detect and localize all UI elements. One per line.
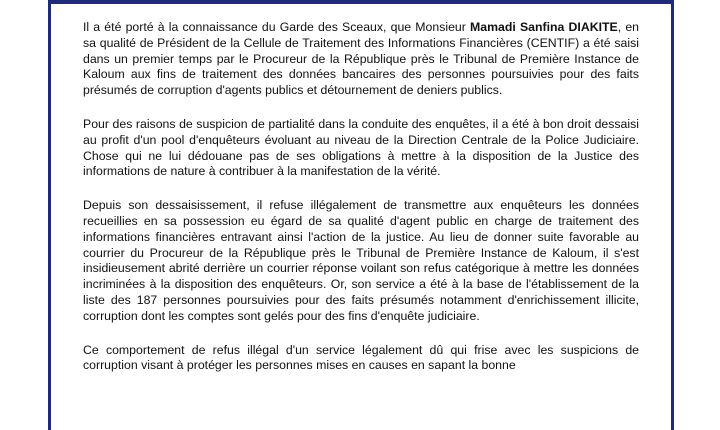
paragraph-2: Pour des raisons de suspicion de partialité dans la conduite des enquêtes, il a été à bon droit dessaisi au profit d'un pool d'enquêteurs évoluant au niveau de la Direction Centrale de la Police Judiciaire. Chose qui ne lui dédouane pas de ses obligations à mettre à la disposition de la Justice des informations de nature à contribuer à la manifestation de la vérité.: [83, 116, 639, 179]
paragraph-1-rest: , en sa qualité de Président de la Cellule de Traitement des Informations Financières (CENTIF) a été saisi dans un premier temps par le Procureur de la République près le Tribunal de Première Instance de Kaloum aux fins de traitement des données bancaires des personnes poursuivies pour des faits présumés de corruption d'agents publics et détournement de deniers publics.: [83, 20, 640, 98]
paragraph-4: Ce comportement de refus illégal d'un service légalement dû qui frise avec les suspicions de corruption visant à protéger les personnes mises en causes en sapant la bonne: [83, 342, 639, 373]
document-frame-top: [50, 0, 673, 4]
paragraph-1-intro: Il a été porté à la connaissance du Garde des Sceaux, que Monsieur: [83, 20, 471, 34]
paragraph-3: Depuis son dessaisissement, il refuse illégalement de transmettre aux enquêteurs les données recueillies en sa possession eu égard de sa qualité d'agent public en charge de traitement des informations financières entravant ainsi l'action de la justice. Au lieu de donner suite favorable au courrier du Procureur de la République près le Tribunal de Première Instance de Kaloum, il s'est insidieusement abrité derrière un courrier réponse voilant son refus catégorique à mettre les données incriminées à la disposition des enquêteurs. Or, son service a été à la base de l'établissement de la liste des 187 personnes poursuivies pour des faits présumés notamment d'enrichissement illicite, corruption dont les comptes sont gelés pour des fins d'enquête judiciaire.: [83, 198, 639, 323]
person-name: Mamadi Sanfina DIAKITE: [470, 20, 618, 34]
paragraph-1: [83, 20, 639, 99]
document-frame-right: [671, 0, 674, 430]
document-body: [83, 20, 639, 392]
document-frame-left: [48, 0, 51, 430]
